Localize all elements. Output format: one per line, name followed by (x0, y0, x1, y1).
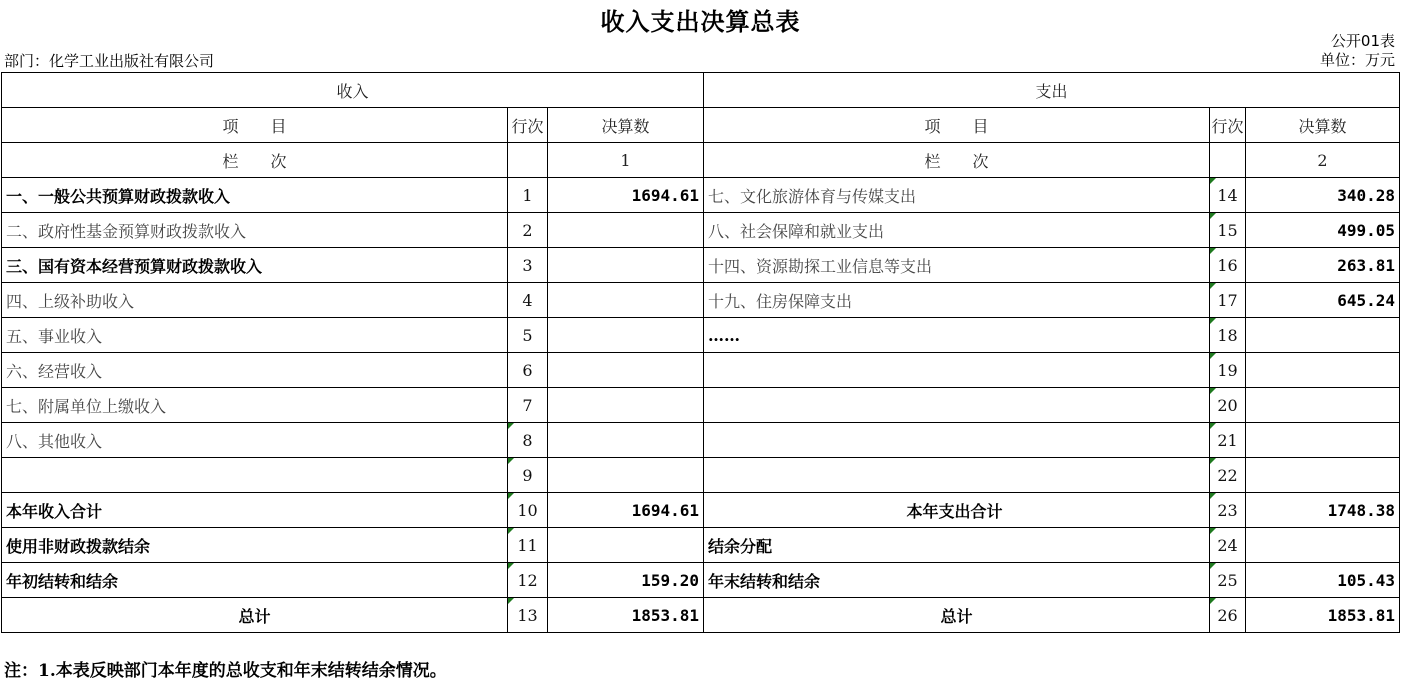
expense-item-label (704, 388, 1210, 423)
footnote: 注：1.本表反映部门本年度的总收支和年末结转结余情况。 (4, 661, 447, 681)
expense-line-number: 21 (1210, 423, 1246, 458)
income-line-number: 6 (508, 353, 548, 388)
expense-amount (1246, 318, 1400, 353)
column-header-row (2, 108, 1400, 143)
income-item-label: 五、事业收入 (2, 318, 508, 353)
income-item-label: 三、国有资本经营预算财政拨款收入 (2, 248, 508, 283)
expense-column-blank (1210, 143, 1246, 178)
income-amount (548, 388, 704, 423)
expense-amount: 1748.38 (1246, 493, 1400, 528)
table-row (2, 423, 1400, 458)
expense-item-label (704, 423, 1210, 458)
income-item-label: 总计 (2, 598, 508, 633)
income-amount-header: 决算数 (548, 108, 704, 143)
income-item-label: 六、经营收入 (2, 353, 508, 388)
table-row (2, 563, 1400, 598)
expense-line-number: 14 (1210, 178, 1246, 213)
income-column-blank (508, 143, 548, 178)
table-row (2, 598, 1400, 633)
expense-amount (1246, 353, 1400, 388)
table-row (2, 493, 1400, 528)
income-line-number: 8 (508, 423, 548, 458)
expense-item-label: 十九、住房保障支出 (704, 283, 1210, 318)
table-row (2, 283, 1400, 318)
section-header-row (2, 73, 1400, 108)
table-row (2, 178, 1400, 213)
expense-item-label: …… (704, 318, 1210, 353)
income-amount (548, 213, 704, 248)
table-row (2, 248, 1400, 283)
expense-line-number: 16 (1210, 248, 1246, 283)
table-row (2, 213, 1400, 248)
page-title: 收入支出决算总表 (600, 7, 801, 36)
income-line-number: 2 (508, 213, 548, 248)
expense-line-number: 24 (1210, 528, 1246, 563)
income-item-label: 一、一般公共预算财政拨款收入 (2, 178, 508, 213)
income-amount (548, 458, 704, 493)
expense-line-number: 23 (1210, 493, 1246, 528)
expense-amount: 263.81 (1246, 248, 1400, 283)
expense-line-number: 15 (1210, 213, 1246, 248)
income-amount: 1694.61 (548, 493, 704, 528)
expense-amount: 1853.81 (1246, 598, 1400, 633)
expense-line-number: 22 (1210, 458, 1246, 493)
expense-line-number: 19 (1210, 353, 1246, 388)
expense-item-label: 十四、资源勘探工业信息等支出 (704, 248, 1210, 283)
expense-amount: 340.28 (1246, 178, 1400, 213)
income-item-header: 项 目 (2, 108, 508, 143)
table-row (2, 458, 1400, 493)
income-item-label: 本年收入合计 (2, 493, 508, 528)
expense-column-label: 栏 次 (704, 143, 1210, 178)
expense-line-number: 20 (1210, 388, 1246, 423)
expense-amount (1246, 528, 1400, 563)
income-line-number: 7 (508, 388, 548, 423)
expense-item-label: 八、社会保障和就业支出 (704, 213, 1210, 248)
income-amount (548, 528, 704, 563)
income-line-number: 9 (508, 458, 548, 493)
income-line-number: 5 (508, 318, 548, 353)
expense-header: 支出 (704, 73, 1400, 108)
table-row (2, 318, 1400, 353)
income-amount (548, 423, 704, 458)
expense-amount (1246, 388, 1400, 423)
expense-line-number: 25 (1210, 563, 1246, 598)
expense-line-header: 行次 (1210, 108, 1246, 143)
income-line-number: 3 (508, 248, 548, 283)
income-amount (548, 318, 704, 353)
income-column-label: 栏 次 (2, 143, 508, 178)
expense-item-label: 总计 (704, 598, 1210, 633)
expense-item-label (704, 353, 1210, 388)
department-label: 部门：化学工业出版社有限公司 (4, 52, 215, 70)
expense-amount: 499.05 (1246, 213, 1400, 248)
income-header: 收入 (2, 73, 704, 108)
income-column-number: 1 (548, 143, 704, 178)
income-line-number: 13 (508, 598, 548, 633)
income-item-label: 二、政府性基金预算财政拨款收入 (2, 213, 508, 248)
form-number: 公开01表 (1330, 32, 1395, 50)
income-line-number: 1 (508, 178, 548, 213)
expense-amount (1246, 423, 1400, 458)
expense-line-number: 26 (1210, 598, 1246, 633)
expense-item-header: 项 目 (704, 108, 1210, 143)
income-item-label: 四、上级补助收入 (2, 283, 508, 318)
expense-amount (1246, 458, 1400, 493)
summary-table (1, 72, 1400, 633)
column-number-row (2, 143, 1400, 178)
income-amount (548, 248, 704, 283)
income-amount: 1853.81 (548, 598, 704, 633)
expense-line-number: 17 (1210, 283, 1246, 318)
expense-amount-header: 决算数 (1246, 108, 1400, 143)
income-line-number: 10 (508, 493, 548, 528)
income-amount: 159.20 (548, 563, 704, 598)
expense-item-label (704, 458, 1210, 493)
table-row (2, 388, 1400, 423)
income-line-number: 12 (508, 563, 548, 598)
income-amount (548, 353, 704, 388)
income-item-label: 使用非财政拨款结余 (2, 528, 508, 563)
income-item-label: 七、附属单位上缴收入 (2, 388, 508, 423)
expense-amount: 105.43 (1246, 563, 1400, 598)
income-item-label (2, 458, 508, 493)
expense-line-number: 18 (1210, 318, 1246, 353)
expense-amount: 645.24 (1246, 283, 1400, 318)
table-row (2, 353, 1400, 388)
expense-column-number: 2 (1246, 143, 1400, 178)
income-item-label: 年初结转和结余 (2, 563, 508, 598)
income-line-header: 行次 (508, 108, 548, 143)
expense-item-label: 本年支出合计 (704, 493, 1210, 528)
expense-item-label: 结余分配 (704, 528, 1210, 563)
income-item-label: 八、其他收入 (2, 423, 508, 458)
expense-item-label: 年末结转和结余 (704, 563, 1210, 598)
unit-label: 单位：万元 (1319, 51, 1395, 69)
income-amount (548, 283, 704, 318)
table-row (2, 528, 1400, 563)
expense-item-label: 七、文化旅游体育与传媒支出 (704, 178, 1210, 213)
income-line-number: 4 (508, 283, 548, 318)
income-amount: 1694.61 (548, 178, 704, 213)
income-line-number: 11 (508, 528, 548, 563)
